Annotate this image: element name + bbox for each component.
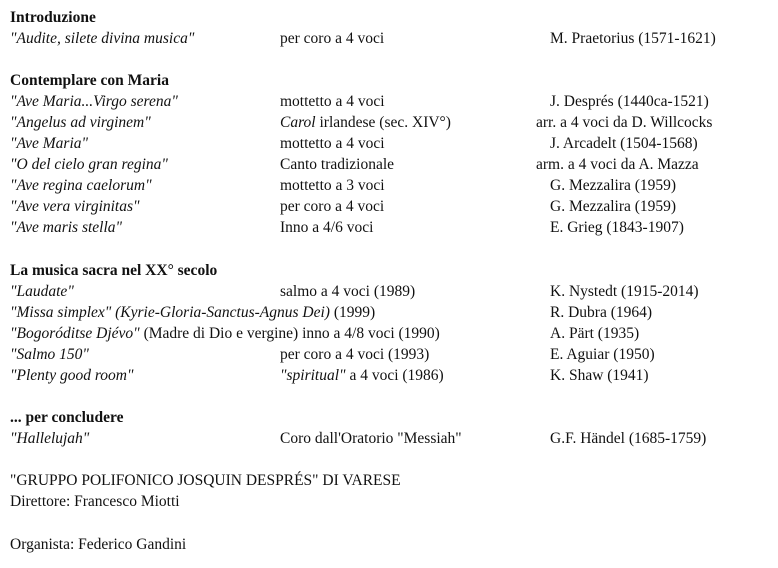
piece-form: per coro a 4 voci (1993) [280, 346, 430, 363]
piece-composer: J. Després (1440ca-1521) [550, 93, 709, 110]
piece-title: "Hallelujah" [10, 430, 90, 447]
piece-title: "Audite, silete divina musica" [10, 30, 195, 47]
piece-title-rest: (1999) [329, 304, 376, 321]
program-row [10, 112, 770, 133]
piece-title: "O del cielo gran regina" [10, 156, 168, 173]
program-row [10, 344, 770, 365]
piece-form: Canto tradizionale [280, 156, 395, 173]
program-row [10, 28, 770, 49]
piece-form: Inno a 4/6 voci [280, 219, 374, 236]
piece-composer: K. Nystedt (1915-2014) [550, 283, 699, 300]
piece-composer: G. Mezzalira (1959) [550, 177, 677, 194]
piece-composer: G. Mezzalira (1959) [550, 198, 677, 215]
director-credit: Direttore: Francesco Miotti [10, 493, 180, 510]
piece-title [10, 302, 375, 323]
piece-composer: M. Praetorius (1571-1621) [550, 30, 716, 47]
piece-composer: arm. a 4 voci da A. Mazza [536, 156, 699, 173]
piece-form: mottetto a 4 voci [280, 135, 385, 152]
piece-composer: arr. a 4 voci da D. Willcocks [536, 114, 713, 131]
piece-title: "Ave vera virginitas" [10, 198, 140, 215]
piece-title: "Ave regina caelorum" [10, 177, 152, 194]
program-row [10, 302, 770, 323]
piece-form [280, 112, 451, 133]
piece-composer: A. Pärt (1935) [550, 325, 640, 342]
piece-title: "Laudate" [10, 283, 74, 300]
piece-title: "Ave maris stella" [10, 219, 123, 236]
piece-form: Coro dall'Oratorio "Messiah" [280, 430, 462, 447]
ensemble-name: "GRUPPO POLIFONICO JOSQUIN DESPRÉS" DI VARESE [10, 472, 401, 489]
piece-title-italic: "Missa simplex" (Kyrie-Gloria-Sanctus-Agnus Dei) [10, 304, 330, 321]
piece-title: "Ave Maria" [10, 135, 89, 152]
piece-form: salmo a 4 voci (1989) [280, 283, 416, 300]
section-heading-introduzione: Introduzione [10, 9, 96, 26]
piece-composer: E. Aguiar (1950) [550, 346, 655, 363]
piece-composer: R. Dubra (1964) [550, 304, 653, 321]
program-row [10, 365, 770, 386]
program-row [10, 175, 770, 196]
piece-form: mottetto a 4 voci [280, 93, 385, 110]
piece-composer: J. Arcadelt (1504-1568) [550, 135, 698, 152]
program-row [10, 323, 770, 344]
piece-form-rest: irlandese (sec. XIV°) [315, 114, 451, 131]
piece-title-rest: (Madre di Dio e vergine) inno a 4/8 voci (1990) [139, 325, 440, 342]
program-row [10, 91, 770, 112]
piece-form-italic: Carol [280, 114, 316, 131]
piece-title: "Salmo 150" [10, 346, 89, 363]
section-heading-per-concludere: ... per concludere [10, 409, 124, 426]
program-row [10, 281, 770, 302]
piece-title: "Plenty good room" [10, 367, 134, 384]
piece-title: "Ave Maria...Virgo serena" [10, 93, 178, 110]
piece-form [280, 365, 444, 386]
program-row [10, 154, 770, 175]
piece-title-italic: "Bogoróditse Djévo" [10, 325, 140, 342]
piece-composer: G.F. Händel (1685-1759) [550, 430, 707, 447]
program-row [10, 196, 770, 217]
piece-form: per coro a 4 voci [280, 30, 385, 47]
piece-title [10, 323, 440, 344]
section-heading-musica-sacra: La musica sacra nel XX° secolo [10, 262, 218, 279]
piece-form: mottetto a 3 voci [280, 177, 385, 194]
program-row [10, 428, 770, 449]
piece-composer: K. Shaw (1941) [550, 367, 649, 384]
organist-credit: Organista: Federico Gandini [10, 536, 187, 553]
program-row [10, 217, 770, 238]
piece-title: "Angelus ad virginem" [10, 114, 151, 131]
piece-form-italic: "spiritual" [280, 367, 346, 384]
section-heading-contemplare: Contemplare con Maria [10, 72, 169, 89]
program-row [10, 133, 770, 154]
piece-form: per coro a 4 voci [280, 198, 385, 215]
piece-composer: E. Grieg (1843-1907) [550, 219, 684, 236]
piece-form-rest: a 4 voci (1986) [345, 367, 444, 384]
